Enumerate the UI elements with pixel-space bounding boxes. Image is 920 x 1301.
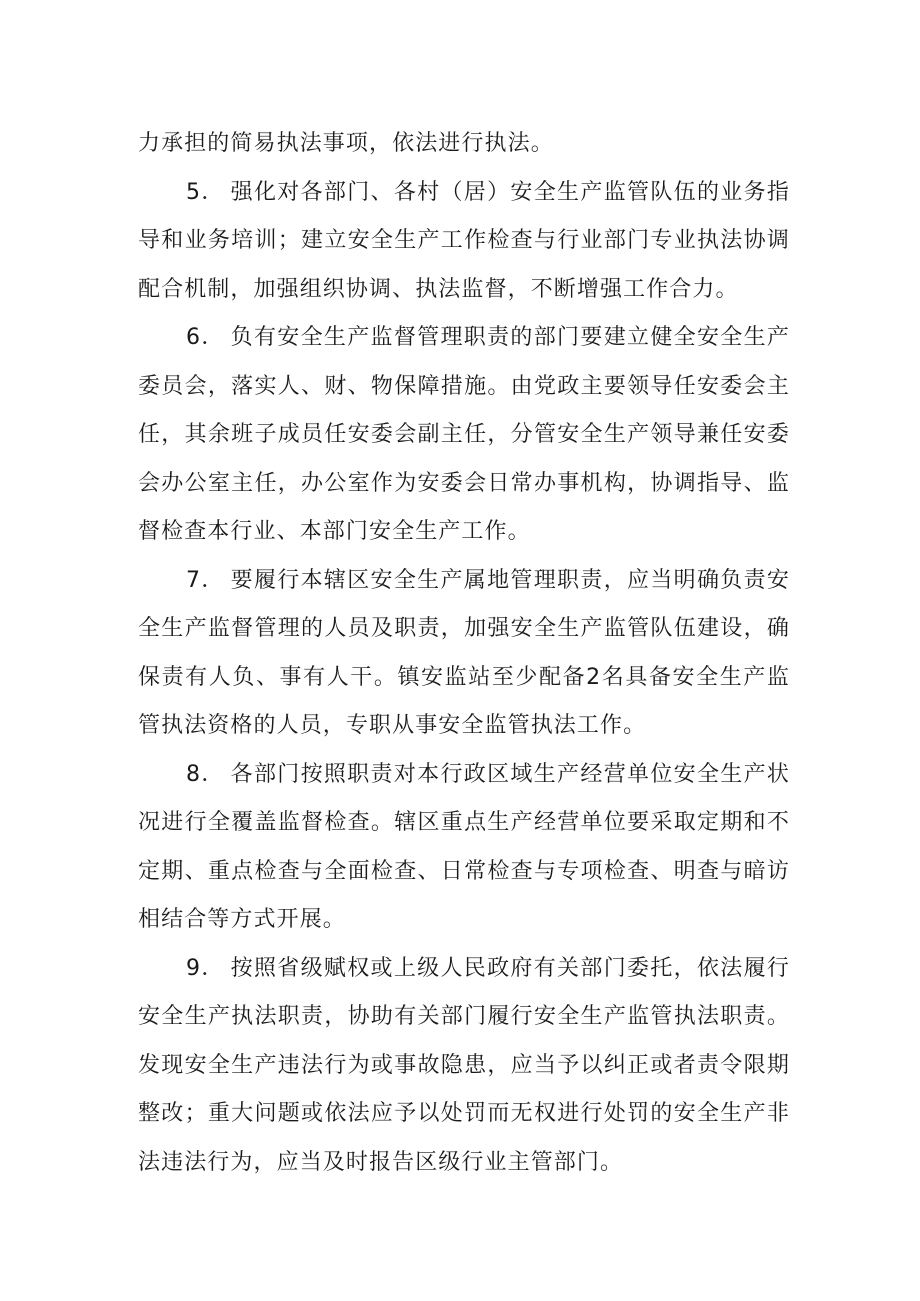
item-number: 7． [186,567,225,593]
paragraph-text: 要履行本辖区安全生产属地管理职责，应当明确负责安全生产监督管理的人员及职责，加强安全生产监管队伍建设，确保责有人负、事有人干。镇安监站至少配备2名具备安全生产监管执法资格的人员，专职从事安全监管执法工作。 [138,567,791,738]
paragraph-continued [138,120,790,169]
item-number: 8． [186,761,225,787]
paragraph-item-9 [138,945,790,1188]
paragraph-text: 强化对各部门、各村（居）安全生产监管队伍的业务指导和业务培训；建立安全生产工作检查与行业部门专业执法协调配合机制，加强组织协调、执法监督，不断增强工作合力。 [138,179,791,302]
item-number: 6． [186,325,225,350]
paragraph-text: 力承担的简易执法事项，依法进行执法。 [138,131,554,156]
paragraph-text: 各部门按照职责对本行政区域生产经营单位安全生产状况进行全覆盖监督检查。辖区重点生产经营单位要采取定期和不定期、重点检查与全面检查、日常检查与专项检查、明查与暗访相结合等方式开展。 [138,761,791,932]
item-number: 5． [186,179,225,205]
paragraph-item-6 [138,314,790,557]
paragraph-text: 负有安全生产监督管理职责的部门要建立健全安全生产委员会，落实人、财、物保障措施。由党政主要领导任安委会主任，其余班子成员任安委会副主任，分管安全生产领导兼任安委会办公室主任，办公室作为安委会日常办事机构，协调指导、监督检查本行业、本部门安全生产工作。 [138,325,791,544]
paragraph-item-5 [138,169,790,315]
document-body [138,120,790,1187]
paragraph-item-7 [138,557,790,751]
paragraph-text: 按照省级赋权或上级人民政府有关部门委托，依法履行安全生产执法职责，协助有关部门履行安全生产监管执法职责。发现安全生产违法行为或事故隐患，应当予以纠正或者责令限期整改；重大问题或依法应予以处罚而无权进行处罚的安全生产非法违法行为，应当及时报告区级行业主管部门。 [138,955,791,1175]
item-number: 9． [186,955,225,981]
paragraph-item-8 [138,751,790,945]
